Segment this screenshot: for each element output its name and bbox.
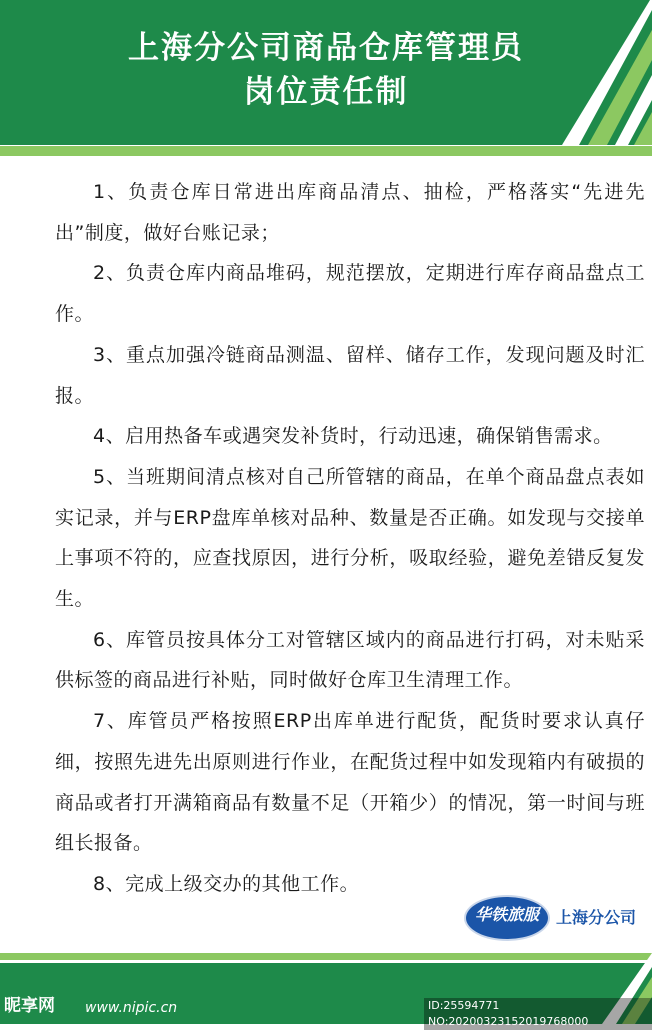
- logo-emblem-text: 华铁旅服: [474, 905, 539, 924]
- header-accent-line: [0, 146, 652, 156]
- title-line-1: 上海分公司商品仓库管理员: [128, 30, 524, 66]
- duty-item-8: 8、完成上级交办的其他工作。: [93, 872, 360, 895]
- duty-item-7: 7、库管员严格按照ERP出库单进行配货，配货时要求认真仔细，按照先进先出原则进行作业，在配货过程中如发现箱内有破损的商品或者打开满箱商品有数量不足（开箱少）的情况，第一时间与班组长报备。: [55, 710, 645, 855]
- duty-list: [55, 172, 645, 905]
- duty-item-1: 1、负责仓库日常进出库商品清点、抽检，严格落实“先进先出”制度，做好台账记录；: [55, 181, 645, 244]
- duty-item-6: 6、库管员按具体分工对管辖区域内的商品进行打码，对未贴采供标签的商品进行补贴，同时做好仓库卫生清理工作。: [55, 628, 645, 692]
- duty-item-2: 2、负责仓库内商品堆码，规范摆放，定期进行库存商品盘点工作。: [55, 262, 645, 326]
- page-title: [0, 26, 652, 114]
- footer-accent-line: [0, 953, 652, 960]
- watermark-brand: 昵享网: [4, 996, 55, 1016]
- title-line-2: 岗位责任制: [243, 74, 409, 110]
- duty-item-5: 5、当班期间清点核对自己所管辖的商品，在单个商品盘点表如实记录，并与ERP盘库单核对品种、数量是否正确。如发现与交接单上事项不符的，应查找原因，进行分析，吸取经验，避免差错反复发生。: [55, 465, 645, 611]
- watermark-site: www.nipic.cn: [85, 1000, 178, 1016]
- duty-item-4: 4、启用热备车或遇突发补货时，行动迅速，确保销售需求。: [93, 425, 613, 448]
- company-logo: [464, 893, 644, 945]
- duty-item-3: 3、重点加强冷链商品测温、留样、储存工作，发现问题及时汇报。: [55, 343, 645, 407]
- logo-branch-name: 上海分公司: [556, 908, 637, 927]
- watermark-id: ID:25594771 NO:20200323152019768000: [424, 998, 652, 1030]
